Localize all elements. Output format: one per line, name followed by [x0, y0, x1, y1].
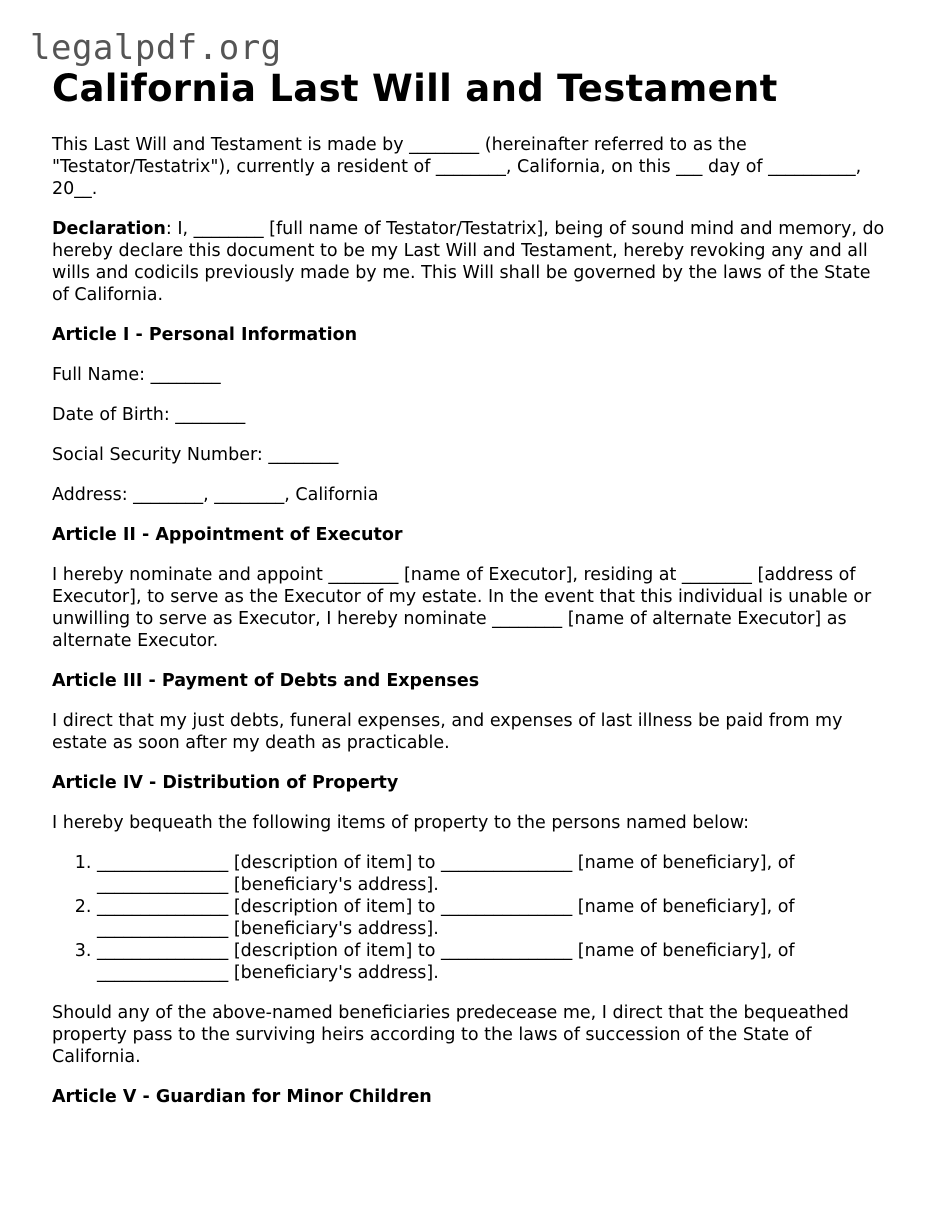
declaration-text: : I, ________ [full name of Testator/Testatrix], being of sound mind and memory, do hereby declare this document to be my Last Will and Testament, hereby revoking any and all wills and codicils previously made by me. This Will shall be governed by the laws of the State of California.: [52, 219, 885, 305]
distribution-intro: I hereby bequeath the following items of property to the persons named below:: [52, 813, 749, 833]
list-item: 3. _______________ [description of item] to _______________ [name of beneficiary], of _______________ [beneficiary's address].: [97, 940, 892, 984]
declaration-paragraph: [52, 218, 892, 306]
list-item: 2. _______________ [description of item] to _______________ [name of beneficiary], of _______________ [beneficiary's address].: [97, 896, 892, 940]
predecease-paragraph: Should any of the above-named beneficiaries predecease me, I direct that the bequeathed property pass to the surviving heirs according to the laws of succession of the State of California.: [52, 1003, 849, 1067]
list-item: 1. _______________ [description of item] to _______________ [name of beneficiary], of _______________ [beneficiary's address].: [97, 852, 892, 896]
debts-paragraph: I direct that my just debts, funeral expenses, and expenses of last illness be paid from my estate as soon after my death as practicable.: [52, 711, 843, 753]
date-of-birth-field: Date of Birth: ________: [52, 405, 246, 425]
watermark-logo: legalpdf.org: [30, 28, 282, 68]
article-4-heading: Article IV - Distribution of Property: [52, 773, 399, 793]
bequest-list: [52, 852, 892, 984]
executor-paragraph: I hereby nominate and appoint ________ [name of Executor], residing at ________ [address of Executor], to serve as the Executor of my estate. In the event that this individual is unable or unwilling to serve as Executor, I hereby nominate ________ [name of alternate Executor] as alternate Executor.: [52, 565, 872, 651]
address-field: Address: ________, ________, California: [52, 485, 379, 505]
article-2-heading: Article II - Appointment of Executor: [52, 525, 403, 545]
intro-paragraph: This Last Will and Testament is made by ________ (hereinafter referred to as the "Testator/Testatrix"), currently a resident of ________, California, on this ___ day of __________, 20__.: [52, 135, 862, 199]
ssn-field: Social Security Number: ________: [52, 445, 339, 465]
document-page: [52, 64, 892, 1108]
article-1-heading: Article I - Personal Information: [52, 325, 358, 345]
document-title: California Last Will and Testament: [52, 67, 778, 110]
article-3-heading: Article III - Payment of Debts and Expenses: [52, 671, 480, 691]
full-name-field: Full Name: ________: [52, 365, 221, 385]
article-5-heading: Article V - Guardian for Minor Children: [52, 1087, 432, 1107]
declaration-label: Declaration: [52, 219, 166, 239]
